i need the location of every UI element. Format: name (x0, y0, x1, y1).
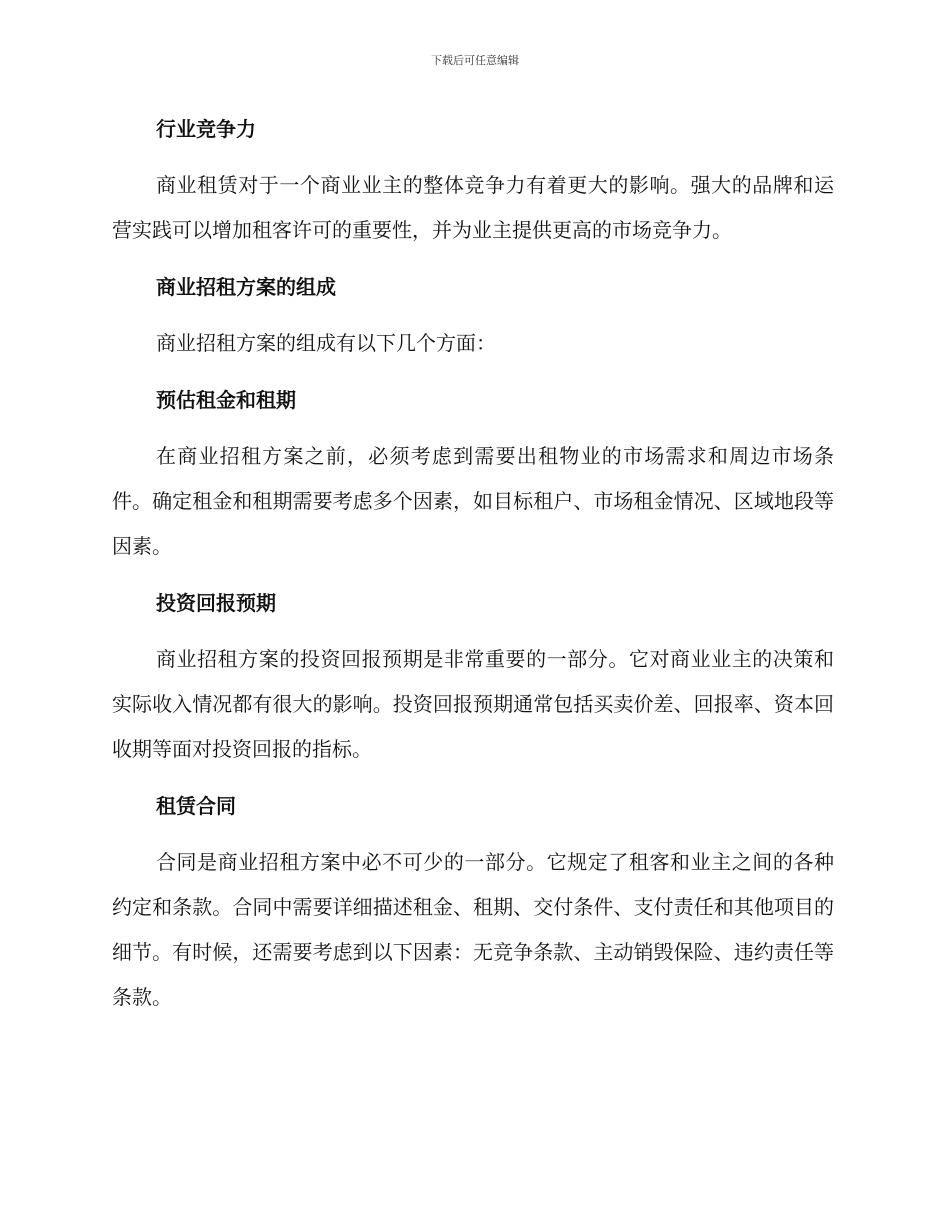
section-heading-rent-and-term: 预估租金和租期 (156, 388, 296, 412)
section-paragraph-plan-components: 商业招租方案的组成有以下几个方面： (156, 331, 496, 355)
section-paragraph-industry-competitiveness: 商业租赁对于一个商业业主的整体竞争力有着更大的影响。强大的品牌和运营实践可以增加租客许可的重要性，并为业主提供更高的市场竞争力。 (112, 173, 834, 242)
page-header-note: 下载后可任意编辑 (431, 54, 519, 67)
section-paragraph-rent-and-term: 在商业招租方案之前，必须考虑到需要出租物业的市场需求和周边市场条件。确定租金和租期需要考虑多个因素，如目标租户、市场租金情况、区域地段等因素。 (112, 444, 834, 558)
section-heading-lease-contract: 租赁合同 (156, 794, 236, 818)
section-paragraph-investment-return: 商业招租方案的投资回报预期是非常重要的一部分。它对商业业主的决策和实际收入情况都有很大的影响。投资回报预期通常包括买卖价差、回报率、资本回收期等面对投资回报的指标。 (112, 647, 834, 761)
section-heading-investment-return: 投资回报预期 (156, 591, 276, 615)
section-paragraph-lease-contract: 合同是商业招租方案中必不可少的一部分。它规定了租客和业主之间的各种约定和条款。合同中需要详细描述租金、租期、交付条件、支付责任和其他项目的细节。有时候，还需要考虑到以下因素：无竞争条款、主动销毁保险、违约责任等条款。 (112, 850, 834, 1009)
document-body (112, 107, 834, 1020)
section-heading-industry-competitiveness: 行业竞争力 (156, 117, 256, 141)
section-heading-plan-components: 商业招租方案的组成 (156, 275, 336, 299)
